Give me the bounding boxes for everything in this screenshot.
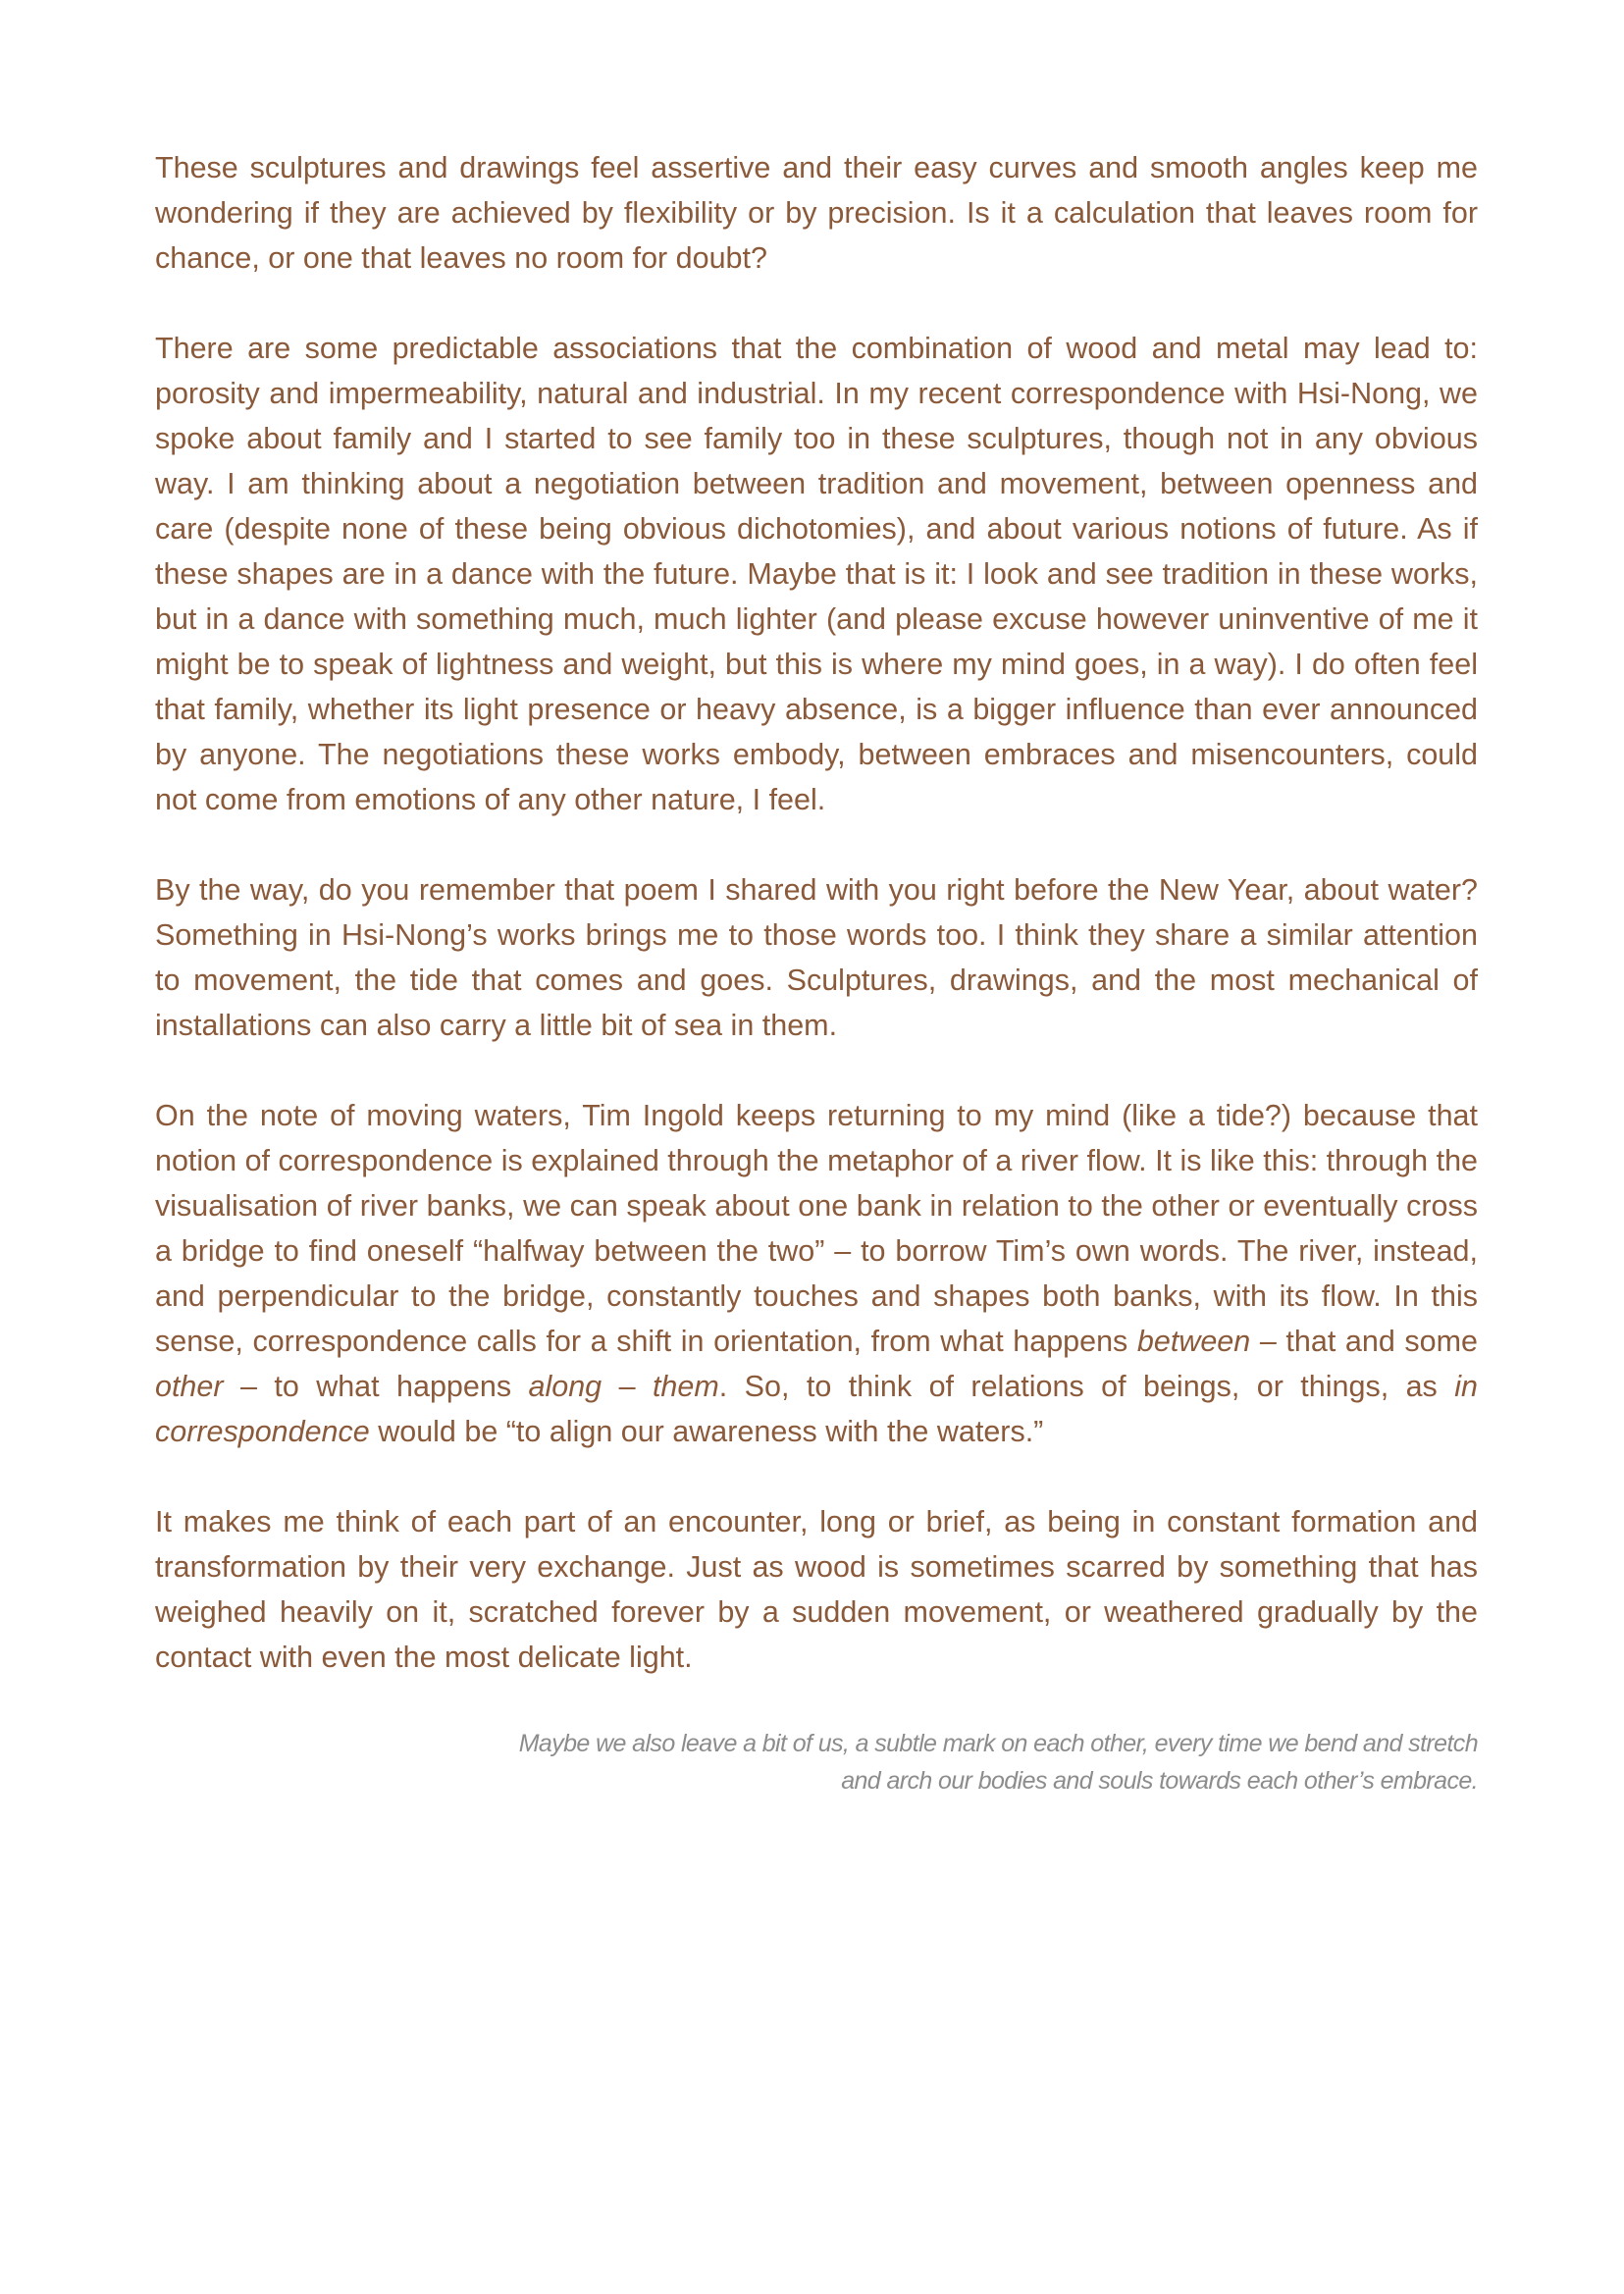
italic-them: them (652, 1370, 719, 1403)
text: . So, to think of relations of beings, or things, as (718, 1370, 1455, 1403)
italic-between: between (1136, 1325, 1251, 1358)
text: – (602, 1370, 653, 1403)
paragraph-3: By the way, do you remember that poem I shared with you right before the New Year, about water? Something in Hsi-Nong’s works brings me to those words too. I think they share a similar attention to movement, the tide that comes and goes. Sculptures, drawings, and the most mechanical of installations can also carry a little bit of sea in them. (155, 873, 1478, 1042)
paragraph-4 (155, 1093, 1478, 1454)
caption-line-1: Maybe we also leave a bit of us, a subtle mark on each other, every time we bend and stretch (518, 1730, 1478, 1757)
text: On the note of moving waters, Tim Ingold keeps returning to my mind (like a tide?) because that notion of correspondence is explained through the metaphor of a river flow. It is like this: through the visualisation of river banks, we can speak about one bank in relation to the other or eventually cross a bridge to find oneself “halfway between the two” – to borrow Tim’s own words. The river, instead, and perpendicular to the bridge, constantly touches and shapes both banks, with its flow. In this sense, correspondence calls for a shift in orientation, from what happens (155, 1099, 1478, 1358)
paragraph-5: It makes me think of each part of an encounter, long or brief, as being in constant formation and transformation by their very exchange. Just as wood is sometimes scarred by something that has weighed heavily on it, scratched forever by a sudden movement, or weathered gradually by the contact with even the most delicate light. (155, 1505, 1478, 1674)
text: would be “to align our awareness with the waters.” (369, 1415, 1044, 1448)
paragraph-2: There are some predictable associations that the combination of wood and metal may lead to: porosity and impermeability, natural and industrial. In my recent correspondence with Hsi-Nong, we spoke about family and I started to see family too in these sculptures, though not in any obvious way. I am thinking about a negotiation between tradition and movement, between openness and care (despite none of these being obvious dichotomies), and about various notions of future. As if these shapes are in a dance with the future. Maybe that is it: I look and see tradition in these works, but in a dance with something much, much lighter (and please excuse however uninventive of me it might be to speak of lightness and weight, but this is where my mind goes, in a way). I do often feel that family, whether its light presence or heavy absence, is a bigger influence than ever announced by anyone. The negotiations these works embody, between embraces and misencounters, could not come from emotions of any other nature, I feel. (155, 332, 1478, 816)
caption-line-2: and arch our bodies and souls towards each other’s embrace. (841, 1767, 1478, 1795)
italic-along: along (528, 1370, 602, 1403)
closing-caption (155, 1725, 1478, 1799)
italic-in-correspondence: in correspondence (155, 1370, 1478, 1448)
paragraph-1: These sculptures and drawings feel assertive and their easy curves and smooth angles keep me wondering if they are achieved by flexibility or by precision. Is it a calculation that leaves room for chance, or one that leaves no room for doubt? (155, 151, 1478, 275)
italic-other: other (155, 1370, 224, 1403)
letter-body (155, 145, 1478, 1799)
text: – to what happens (223, 1370, 529, 1403)
text: – that and some (1250, 1325, 1479, 1358)
